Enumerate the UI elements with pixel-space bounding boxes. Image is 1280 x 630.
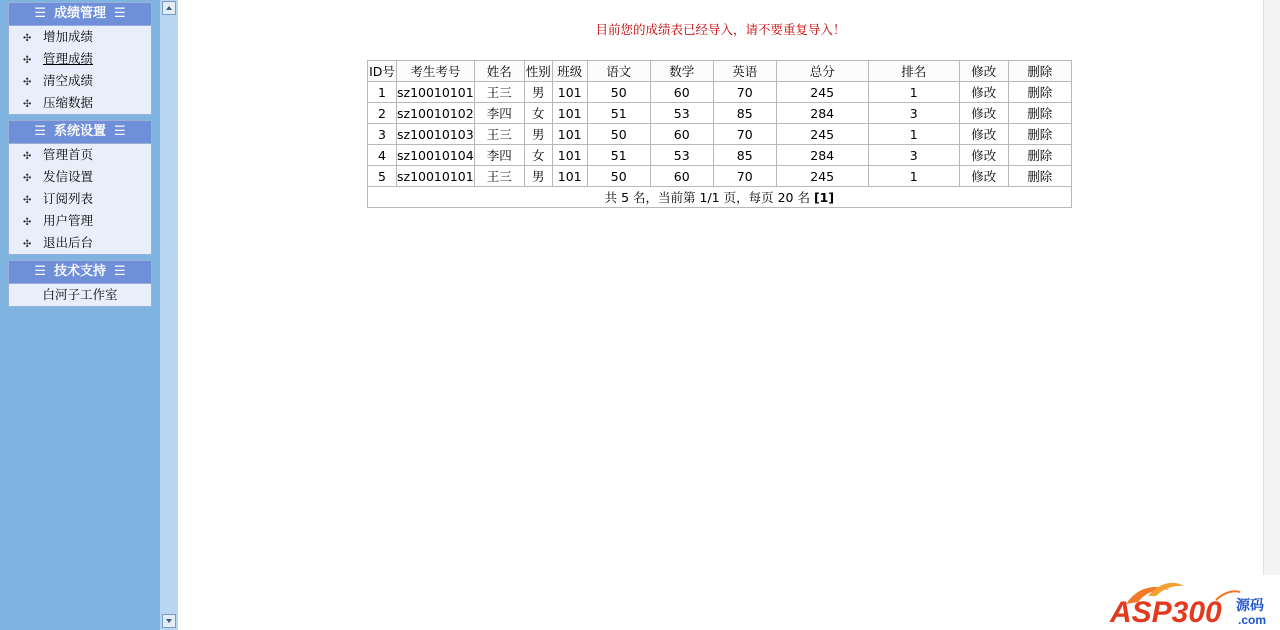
edit-link[interactable]: 修改 (959, 124, 1008, 145)
menu-header-system[interactable] (9, 121, 151, 144)
cell-id: 2 (368, 103, 397, 124)
cell-class: 101 (552, 166, 587, 187)
logo-tag: 源码 (1236, 598, 1264, 614)
delete-link[interactable]: 删除 (1008, 82, 1071, 103)
col-exam-number: 考生考号 (397, 61, 475, 82)
support-studio-label: 白河子工作室 (42, 287, 118, 302)
cell-english: 70 (713, 166, 776, 187)
bullet-icon: ✣ (23, 55, 32, 66)
cell-chinese: 50 (587, 166, 650, 187)
cell-class: 101 (552, 145, 587, 166)
cell-name: 李四 (474, 145, 524, 166)
menu-header-decoration: ☰ (34, 6, 46, 21)
sidebar (0, 0, 160, 630)
menu-header-decoration: ☰ (34, 124, 46, 139)
col-edit: 修改 (959, 61, 1008, 82)
edit-link[interactable]: 修改 (959, 145, 1008, 166)
sidebar-item-add-score[interactable]: ✣ 增加成绩 (9, 26, 151, 48)
cell-class: 101 (552, 103, 587, 124)
bullet-icon: ✣ (23, 33, 32, 44)
frame-scrollbar[interactable] (160, 0, 178, 630)
col-rank: 排名 (868, 61, 959, 82)
cell-english: 70 (713, 124, 776, 145)
edit-link[interactable]: 修改 (959, 103, 1008, 124)
cell-id: 4 (368, 145, 397, 166)
cell-gender: 男 (524, 166, 552, 187)
col-id: ID号 (368, 61, 397, 82)
cell-total: 284 (776, 103, 868, 124)
page-scrollbar[interactable] (1263, 0, 1280, 575)
cell-class: 101 (552, 124, 587, 145)
cell-gender: 女 (524, 103, 552, 124)
score-table (367, 60, 1072, 208)
edit-link[interactable]: 修改 (959, 166, 1008, 187)
bullet-icon: ✣ (23, 99, 32, 110)
menu-tech-support (8, 260, 152, 307)
delete-link[interactable]: 删除 (1008, 145, 1071, 166)
cell-name: 王三 (474, 124, 524, 145)
menu-header-support[interactable] (9, 261, 151, 284)
menu-title: 成绩管理 (53, 6, 106, 21)
col-gender: 性别 (524, 61, 552, 82)
cell-total: 284 (776, 145, 868, 166)
cell-english: 85 (713, 103, 776, 124)
sidebar-item-compress-data[interactable]: ✣ 压缩数据 (9, 92, 151, 114)
scroll-up-arrow-icon[interactable] (162, 1, 176, 15)
sidebar-item-admin-home[interactable]: ✣ 管理首页 (9, 144, 151, 166)
cell-rank: 3 (868, 145, 959, 166)
col-class: 班级 (552, 61, 587, 82)
cell-exam-number: sz10010103 (397, 124, 475, 145)
table-row (368, 103, 1072, 124)
table-header-row (368, 61, 1072, 82)
pager-page-link[interactable]: [1] (813, 190, 835, 205)
import-notice: 目前您的成绩表已经导入，请不要重复导入！ (595, 22, 846, 37)
edit-link[interactable]: 修改 (959, 82, 1008, 103)
bullet-icon: ✣ (23, 173, 32, 184)
logo-text: ASP300 (1110, 596, 1222, 628)
cell-math: 60 (650, 82, 713, 103)
cell-math: 60 (650, 124, 713, 145)
cell-rank: 1 (868, 166, 959, 187)
menu-system-settings (8, 120, 152, 255)
cell-total: 245 (776, 124, 868, 145)
bullet-icon: ✣ (23, 77, 32, 88)
cell-exam-number: sz10010104 (397, 145, 475, 166)
menu-title: 技术支持 (53, 264, 106, 279)
delete-link[interactable]: 删除 (1008, 166, 1071, 187)
cell-exam-number: sz10010102 (397, 103, 475, 124)
cell-exam-number: sz10010101 (397, 166, 475, 187)
cell-english: 70 (713, 82, 776, 103)
table-row (368, 166, 1072, 187)
cell-gender: 男 (524, 82, 552, 103)
cell-total: 245 (776, 82, 868, 103)
cell-chinese: 51 (587, 145, 650, 166)
pager-row (368, 187, 1072, 208)
sidebar-item-logout[interactable]: ✣ 退出后台 (9, 232, 151, 254)
cell-chinese: 50 (587, 82, 650, 103)
menu-title: 系统设置 (53, 124, 106, 139)
col-math: 数学 (650, 61, 713, 82)
pager (368, 187, 1072, 208)
col-delete: 删除 (1008, 61, 1071, 82)
cell-math: 53 (650, 103, 713, 124)
sidebar-item-mail-settings[interactable]: ✣ 发信设置 (9, 166, 151, 188)
menu-header-score[interactable] (9, 3, 151, 26)
sidebar-item-manage-score[interactable]: ✣ 管理成绩 (9, 48, 151, 70)
sidebar-item-subscription-list[interactable]: ✣ 订阅列表 (9, 188, 151, 210)
cell-rank: 1 (868, 124, 959, 145)
bullet-icon: ✣ (23, 151, 32, 162)
cell-total: 245 (776, 166, 868, 187)
menu-score-management (8, 2, 152, 115)
bullet-icon: ✣ (23, 195, 32, 206)
cell-rank: 3 (868, 103, 959, 124)
delete-link[interactable]: 删除 (1008, 103, 1071, 124)
cell-rank: 1 (868, 82, 959, 103)
menu-header-decoration: ☰ (114, 264, 126, 279)
sidebar-item-user-management[interactable]: ✣ 用户管理 (9, 210, 151, 232)
cell-math: 53 (650, 145, 713, 166)
logo-domain: .com (1238, 613, 1267, 627)
col-total: 总分 (776, 61, 868, 82)
sidebar-item-clear-score[interactable]: ✣ 清空成绩 (9, 70, 151, 92)
cell-gender: 男 (524, 124, 552, 145)
cell-id: 5 (368, 166, 397, 187)
scroll-down-arrow-icon[interactable] (162, 614, 176, 628)
menu-header-decoration: ☰ (114, 6, 126, 21)
cell-id: 3 (368, 124, 397, 145)
cell-id: 1 (368, 82, 397, 103)
cell-gender: 女 (524, 145, 552, 166)
col-name: 姓名 (474, 61, 524, 82)
col-english: 英语 (713, 61, 776, 82)
cell-math: 60 (650, 166, 713, 187)
menu-header-decoration: ☰ (34, 264, 46, 279)
pager-text: 共 5 名，当前第 1/1 页，每页 20 名 (604, 190, 814, 205)
cell-name: 王三 (474, 82, 524, 103)
asp300-logo (1108, 576, 1274, 628)
cell-english: 85 (713, 145, 776, 166)
col-chinese: 语文 (587, 61, 650, 82)
cell-chinese: 50 (587, 124, 650, 145)
bullet-icon: ✣ (23, 217, 32, 228)
table-row (368, 82, 1072, 103)
menu-header-decoration: ☰ (114, 124, 126, 139)
bullet-icon: ✣ (23, 239, 32, 250)
cell-class: 101 (552, 82, 587, 103)
delete-link[interactable]: 删除 (1008, 124, 1071, 145)
cell-exam-number: sz10010101 (397, 82, 475, 103)
cell-name: 王三 (474, 166, 524, 187)
table-row (368, 145, 1072, 166)
cell-chinese: 51 (587, 103, 650, 124)
cell-name: 李四 (474, 103, 524, 124)
table-row (368, 124, 1072, 145)
